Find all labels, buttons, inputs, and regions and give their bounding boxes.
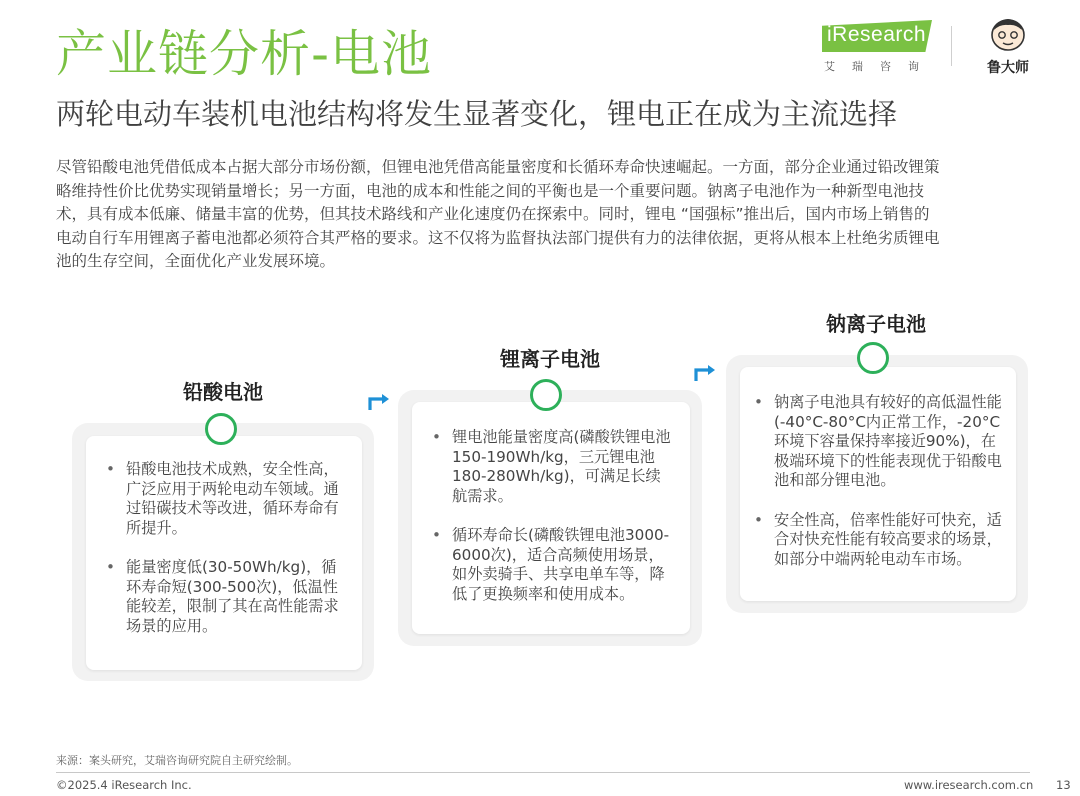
intro-line: 池的生存空间，全面优化产业发展环境。 bbox=[56, 252, 336, 271]
step-arrow-icon bbox=[692, 363, 718, 383]
sodium-ion-heading: 钠离子电池 bbox=[826, 312, 926, 336]
intro-line: 术，具有成本低廉、储量丰富的优势，但其技术路线和产业化速度仍在探索中。同时，锂电 “国强标”推出后，国内市场上销售的 bbox=[56, 205, 930, 224]
page-title: 产业链分析-电池 bbox=[56, 25, 433, 83]
iresearch-logo bbox=[822, 20, 934, 74]
copyright: ©2025.4 iResearch Inc. bbox=[56, 778, 192, 792]
list-item: • 能量密度低(30-50Wh/kg)，循环寿命短(300-500次)，低温性能较差，限制了其在高性能需求场景的应用。 bbox=[105, 558, 345, 636]
intro-line: 略维持性价比优势实现销量增长；另一方面，电池的成本和性能之间的平衡也是一个重要问题。钠离子电池作为一种新型电池技 bbox=[56, 181, 925, 200]
website-link[interactable]: www.iresearch.com.cn bbox=[904, 778, 1034, 792]
ludashi-logo-text: 鲁大师 bbox=[987, 60, 1029, 76]
list-item: • 锂电池能量密度高(磷酸铁锂电池150-190Wh/kg，三元锂电池180-280Wh/kg)，可满足长续航需求。 bbox=[431, 428, 673, 506]
iresearch-logo-cn: 艾瑞咨询 bbox=[824, 60, 936, 73]
page-number: 13 bbox=[1056, 778, 1071, 792]
lead-acid-heading: 铅酸电池 bbox=[183, 380, 263, 404]
lithium-ion-node-icon bbox=[530, 379, 562, 411]
sodium-ion-node-icon bbox=[857, 342, 889, 374]
source-note: 来源：案头研究，艾瑞咨询研究院自主研究绘制。 bbox=[56, 754, 298, 767]
list-item: • 铅酸电池技术成熟，安全性高，广泛应用于两轮电动车领域。通过铅碳技术等改进，循环寿命有所提升。 bbox=[105, 460, 345, 538]
ludashi-logo bbox=[978, 16, 1038, 76]
intro-paragraph bbox=[56, 156, 1024, 274]
lead-acid-bullets bbox=[105, 460, 345, 656]
ludashi-mascot-icon bbox=[988, 16, 1028, 52]
list-item: • 安全性高，倍率性能好可快充，适合对快充性能有较高要求的场景，如部分中端两轮电动车市场。 bbox=[753, 511, 1007, 570]
intro-line: 电动自行车用锂离子蓄电池都必须符合其严格的要求。这不仅将为监督执法部门提供有力的法律依据，更将从根本上杜绝劣质锂电 bbox=[56, 228, 940, 247]
lithium-ion-heading: 锂离子电池 bbox=[500, 347, 600, 371]
logo-divider bbox=[951, 26, 952, 66]
sodium-ion-bullets bbox=[753, 393, 1007, 589]
step-arrow-icon bbox=[366, 392, 392, 412]
intro-line: 尽管铅酸电池凭借低成本占据大部分市场份额，但锂电池凭借高能量密度和长循环寿命快速崛起。一方面，部分企业通过铅改锂策 bbox=[56, 158, 940, 176]
lithium-ion-bullets bbox=[431, 428, 673, 624]
list-item: • 循环寿命长(磷酸铁锂电池3000-6000次)，适合高频使用场景，如外卖骑手、共享电单车等，降低了更换频率和使用成本。 bbox=[431, 526, 673, 604]
iresearch-logo-text: iResearch bbox=[827, 23, 927, 46]
page-subtitle: 两轮电动车装机电池结构将发生显著变化，锂电正在成为主流选择 bbox=[56, 97, 898, 131]
footer-divider bbox=[56, 772, 1030, 773]
lead-acid-node-icon bbox=[205, 413, 237, 445]
list-item: • 钠离子电池具有较好的高低温性能(-40°C-80°C内正常工作，-20°C环境下容量保持率接近90%)，在极端环境下的性能表现优于铅酸电池和部分锂电池。 bbox=[753, 393, 1007, 491]
